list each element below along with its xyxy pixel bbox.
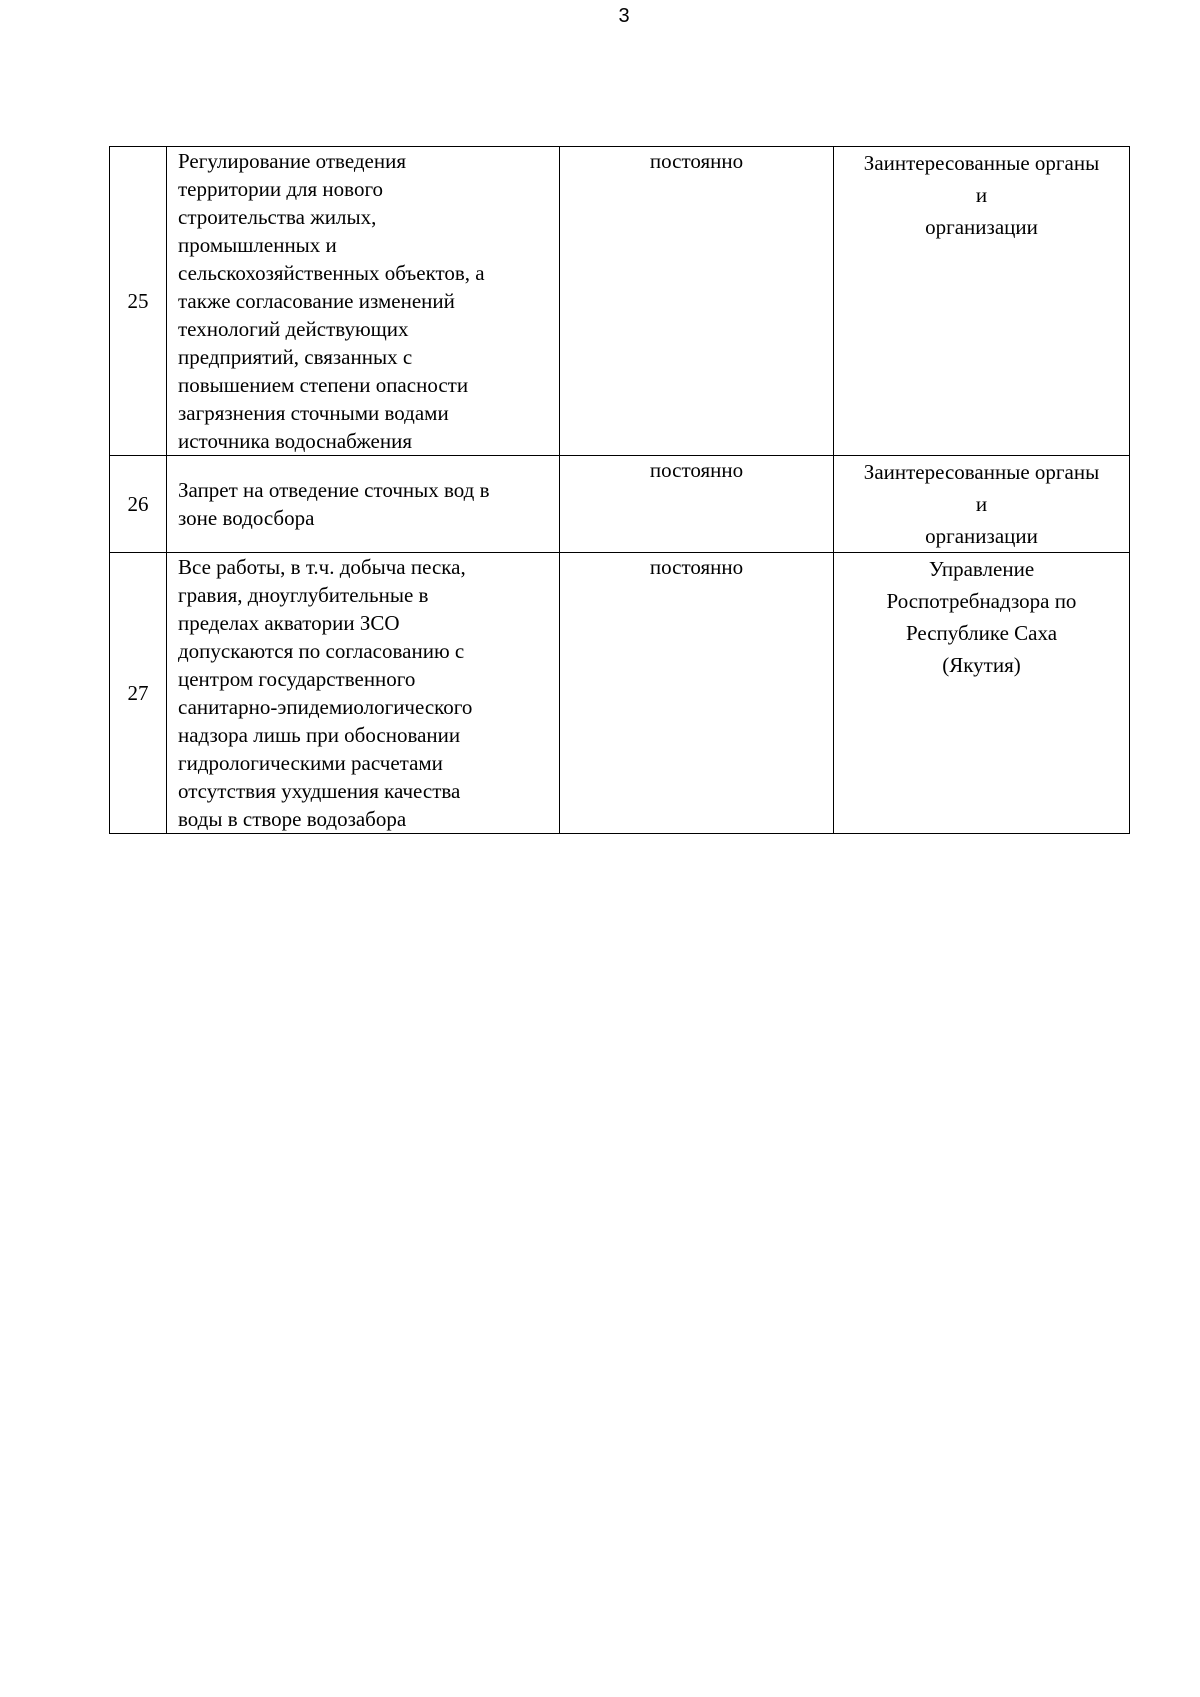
responsible-line: Управление [928, 557, 1035, 581]
responsible-line: Роспотребнадзора по [886, 589, 1077, 613]
description-line: отсутствия ухудшения качества [178, 779, 461, 803]
responsible-line: организации [925, 215, 1038, 239]
measure-description [167, 456, 560, 553]
responsible-cell [834, 147, 1130, 456]
responsible-line: Заинтересованные органы [863, 460, 1100, 484]
description-line: санитарно-эпидемиологического [178, 695, 473, 719]
description-line: строительства жилых, [178, 205, 377, 229]
page-number: 3 [618, 5, 630, 27]
description-line: также согласование изменений [178, 289, 455, 313]
description-line: Регулирование отведения [178, 149, 407, 173]
description-line: центром государственного [178, 667, 416, 691]
period-cell: постоянно [560, 553, 834, 834]
description-line: сельскохозяйственных объектов, а [178, 261, 485, 285]
description-line: гравия, дноуглубительные в [178, 583, 429, 607]
description-line: промышленных и [178, 233, 337, 257]
table-row [110, 456, 1130, 553]
row-number: 25 [110, 147, 167, 456]
responsible-cell [834, 456, 1130, 553]
description-line: территории для нового [178, 177, 384, 201]
description-line: пределах акватории ЗСО [178, 611, 400, 635]
description-line: воды в створе водозабора [178, 807, 407, 831]
description-line: загрязнения сточными водами [178, 401, 449, 425]
description-line: источника водоснабжения [178, 429, 413, 453]
measure-description [167, 147, 560, 456]
period-cell: постоянно [560, 147, 834, 456]
table-row [110, 147, 1130, 456]
description-line: допускаются по согласованию с [178, 639, 465, 663]
description-line: повышением степени опасности [178, 373, 469, 397]
responsible-cell [834, 553, 1130, 834]
responsible-line: Республике Саха [905, 621, 1058, 645]
responsible-line: и [975, 183, 988, 207]
responsible-line: и [975, 492, 988, 516]
table-row [110, 553, 1130, 834]
responsible-line: Заинтересованные органы [863, 151, 1100, 175]
description-line: предприятий, связанных с [178, 345, 413, 369]
row-number: 27 [110, 553, 167, 834]
measure-description [167, 553, 560, 834]
description-line: Все работы, в т.ч. добыча песка, [178, 555, 466, 579]
period-cell: постоянно [560, 456, 834, 553]
row-number: 26 [110, 456, 167, 553]
description-line: зоне водосбора [178, 506, 315, 530]
description-line: технологий действующих [178, 317, 409, 341]
description-line: надзора лишь при обосновании [178, 723, 461, 747]
responsible-line: (Якутия) [942, 653, 1021, 677]
measures-table [109, 146, 1130, 834]
description-line: гидрологическими расчетами [178, 751, 443, 775]
responsible-line: организации [925, 524, 1038, 548]
description-line: Запрет на отведение сточных вод в [178, 478, 490, 502]
